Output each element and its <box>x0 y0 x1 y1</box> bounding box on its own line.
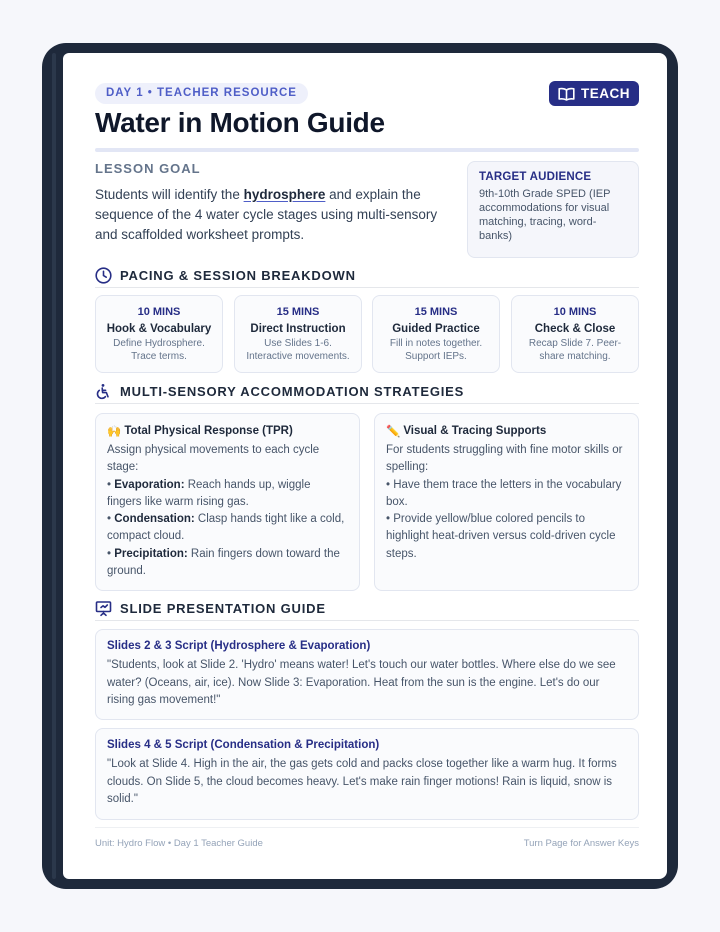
footer-unit: Unit: Hydro Flow • Day 1 Teacher Guide <box>95 838 263 849</box>
pencil-icon: ✏️ <box>386 426 401 438</box>
pacing-card <box>234 295 362 373</box>
visual-strategy-card <box>374 413 639 591</box>
footer-next-page: Turn Page for Answer Keys <box>523 838 639 849</box>
accessibility-icon <box>95 383 112 400</box>
list-item: • Condensation: Clasp hands tight like a cold, compact cloud. <box>107 513 345 543</box>
tpr-strategy-card <box>95 413 360 591</box>
slide-script-title: Slides 2 & 3 Script (Hydrosphere & Evaporation) <box>107 640 371 652</box>
visual-intro: For students struggling with fine motor skills or spelling: <box>386 444 623 474</box>
list-item: • Have them trace the letters in the vocabulary box. <box>386 478 622 508</box>
footer-divider <box>95 827 639 828</box>
list-item: • Provide yellow/blue colored pencils to highlight heat-driven versus cold-driven cycle steps. <box>386 513 616 560</box>
pacing-description: Use Slides 1-6. Interactive movements. <box>246 338 350 362</box>
book-icon <box>558 87 575 101</box>
strategies-heading: MULTI-SENSORY ACCOMMODATION STRATEGIES <box>95 381 464 401</box>
pacing-time: 10 MINS <box>553 306 597 318</box>
pacing-activity: Direct Instruction <box>250 323 346 335</box>
raised-hands-icon: 🙌 <box>107 426 122 438</box>
teach-badge[interactable] <box>549 81 639 106</box>
slide-script-text: "Students, look at Slide 2. 'Hydro' means water! Let's touch our water bottles. Where else do we see water? (Oceans, air, ice). Now Slide 3: Evaporation. Heat from the sun is the engine. Let's do our rising gas movement!" <box>107 659 616 706</box>
tpr-title: Total Physical Response (TPR) <box>124 425 293 437</box>
slide-script-title: Slides 4 & 5 Script (Condensation & Precipitation) <box>107 739 380 751</box>
pacing-activity: Hook & Vocabulary <box>106 323 212 335</box>
pacing-activity: Guided Practice <box>392 323 480 335</box>
pacing-card <box>95 295 223 373</box>
target-audience-box <box>467 161 639 258</box>
pacing-time: 10 MINS <box>137 306 181 318</box>
slide-script-card <box>95 728 639 820</box>
slide-script-card <box>95 629 639 720</box>
document-page <box>63 53 667 879</box>
list-item: • Precipitation: Rain fingers down toward the ground. <box>107 547 340 578</box>
teach-label: TEACH <box>581 86 630 101</box>
pacing-time: 15 MINS <box>414 306 458 318</box>
pacing-divider <box>95 287 639 288</box>
slides-heading: SLIDE PRESENTATION GUIDE <box>95 598 326 618</box>
target-audience-label: TARGET AUDIENCE <box>479 171 592 183</box>
pacing-description: Fill in notes together. Support IEPs. <box>389 338 483 362</box>
target-audience-text: 9th-10th Grade SPED (IEP accommodations for visual matching, tracing, word-banks) <box>479 188 611 242</box>
list-item: • Evaporation: Reach hands up, wiggle fingers like warm rising gas. <box>107 478 311 508</box>
lesson-goal-text: Students will identify the hydrosphere and explain the sequence of the 4 water cycle stages using multi-sensory and scaffolded worksheet prompts. <box>95 187 438 242</box>
lesson-goal-label: LESSON GOAL <box>95 161 201 176</box>
hydrosphere-keyword: hydrosphere <box>243 187 326 202</box>
tpr-intro: Assign physical movements to each cycle stage: <box>107 444 320 474</box>
slide-script-text: "Look at Slide 4. High in the air, the gas gets cold and packs close together like a warm hug. It forms clouds. On Slide 5, the cloud becomes heavy. Let's make rain finger motions! Rain is liquid, snow is solid." <box>107 758 617 805</box>
pacing-time: 15 MINS <box>276 306 320 318</box>
pacing-description: Recap Slide 7. Peer-share matching. <box>528 338 622 362</box>
clock-icon <box>95 267 112 284</box>
pacing-card <box>372 295 500 373</box>
visual-title: Visual & Tracing Supports <box>403 425 547 437</box>
day-tag: DAY 1 • TEACHER RESOURCE <box>95 83 308 104</box>
page-title: Water in Motion Guide <box>95 107 385 138</box>
strategies-divider <box>95 403 639 404</box>
binder-spine <box>52 53 56 879</box>
pacing-activity: Check & Close <box>534 323 616 335</box>
presentation-icon <box>95 600 112 617</box>
pacing-description: Define Hydrosphere. Trace terms. <box>113 338 205 362</box>
slides-divider <box>95 620 639 621</box>
title-divider <box>95 148 639 152</box>
pacing-card <box>511 295 639 373</box>
pacing-heading: PACING & SESSION BREAKDOWN <box>95 265 356 285</box>
